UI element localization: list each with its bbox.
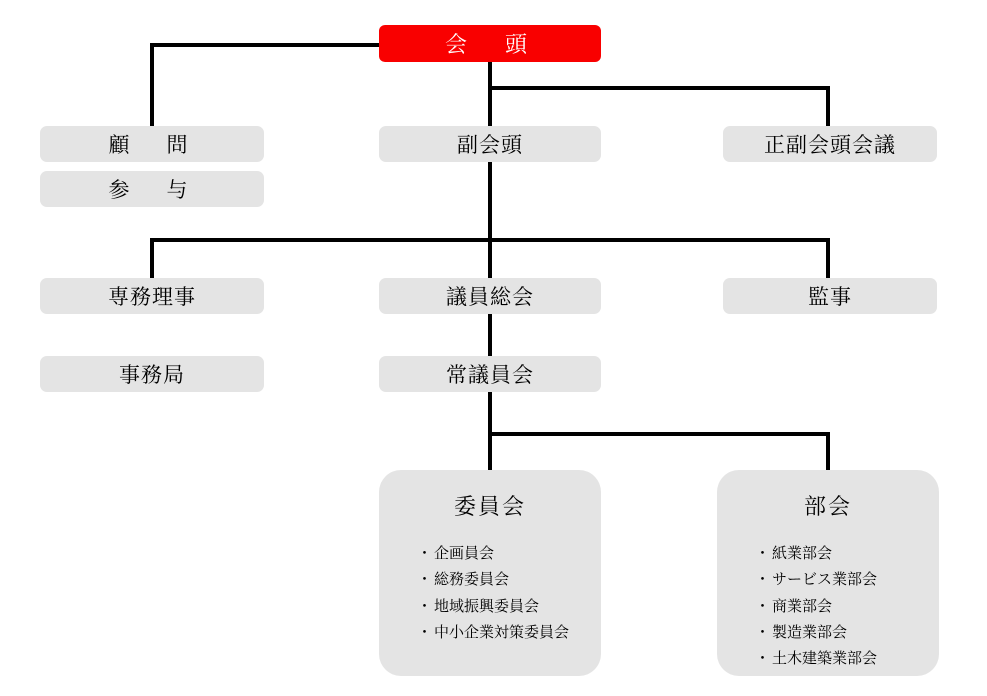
group-divisions-list bbox=[755, 541, 877, 672]
node-standing-assembly[interactable]: 常議員会 bbox=[379, 356, 601, 392]
list-item: ・ 企画員会 bbox=[417, 541, 569, 567]
list-item: ・ 中小企業対策委員会 bbox=[417, 620, 569, 646]
node-advisor[interactable]: 顧 問 bbox=[40, 126, 264, 162]
list-item: ・ 総務委員会 bbox=[417, 567, 569, 593]
group-divisions[interactable] bbox=[717, 470, 939, 676]
group-committees-list bbox=[417, 541, 569, 646]
node-counselor[interactable]: 参 与 bbox=[40, 171, 264, 207]
group-committees-title: 委員会 bbox=[453, 494, 526, 519]
node-vice-president[interactable]: 副会頭 bbox=[379, 126, 601, 162]
node-general-assembly[interactable]: 議員総会 bbox=[379, 278, 601, 314]
list-item: ・ 製造業部会 bbox=[755, 620, 877, 646]
node-secretariat[interactable]: 事務局 bbox=[40, 356, 264, 392]
node-managing-director[interactable]: 専務理事 bbox=[40, 278, 264, 314]
list-item: ・ 地域振興委員会 bbox=[417, 594, 569, 620]
list-item: ・ 商業部会 bbox=[755, 594, 877, 620]
list-item: ・ 土木建築業部会 bbox=[755, 646, 877, 672]
node-auditor[interactable]: 監事 bbox=[723, 278, 937, 314]
group-committees[interactable] bbox=[379, 470, 601, 676]
group-divisions-title: 部会 bbox=[803, 494, 852, 519]
node-executive-meeting[interactable]: 正副会頭会議 bbox=[723, 126, 937, 162]
node-president[interactable]: 会 頭 bbox=[379, 25, 601, 62]
list-item: ・ サービス業部会 bbox=[755, 567, 877, 593]
list-item: ・ 紙業部会 bbox=[755, 541, 877, 567]
